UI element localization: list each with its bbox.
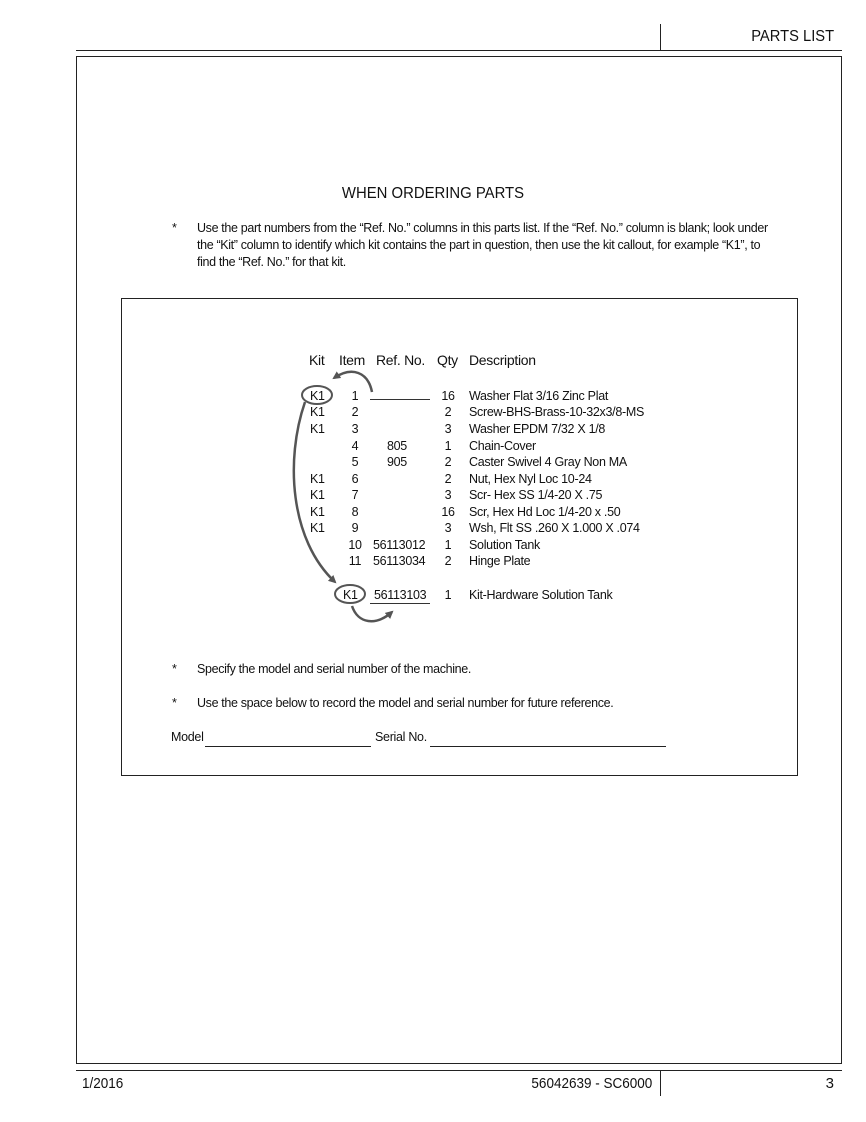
k1-circle-bottom bbox=[335, 585, 365, 603]
item-cell: 1 bbox=[351, 389, 359, 403]
item-cell: 4 bbox=[351, 439, 359, 453]
qty-cell: 3 bbox=[444, 488, 452, 502]
kit-cell: K1 bbox=[310, 505, 325, 519]
item-cell: 7 bbox=[351, 488, 359, 502]
item-cell: 10 bbox=[348, 538, 362, 552]
desc-cell: Screw-BHS-Brass-10-32x3/8-MS bbox=[469, 405, 644, 419]
kit-callout: K1 bbox=[343, 588, 358, 602]
ordering-line: Use the part numbers from the “Ref. No.” columns in this parts list. If the “Ref. No.” column is blank; look under bbox=[197, 221, 768, 235]
item-cell: 9 bbox=[351, 521, 359, 535]
footer-divider bbox=[660, 1070, 661, 1096]
item-cell: 2 bbox=[351, 405, 359, 419]
bullet-star: * bbox=[172, 662, 177, 676]
ordering-line: the “Kit” column to identify which kit contains the part in question, then use the kit callout, for example “K1”, to bbox=[197, 238, 761, 252]
footer-date: 1/2016 bbox=[82, 1075, 124, 1092]
bullet-star: * bbox=[172, 696, 177, 710]
qty-cell: 2 bbox=[444, 554, 452, 568]
item-cell: 3 bbox=[351, 422, 359, 436]
desc-cell: Scr- Hex SS 1/4-20 X .75 bbox=[469, 488, 603, 502]
desc-cell: Hinge Plate bbox=[469, 554, 531, 568]
ordering-line: find the “Ref. No.” for that kit. bbox=[197, 255, 346, 269]
desc-cell: Scr, Hex Hd Loc 1/4-20 x .50 bbox=[469, 505, 621, 519]
qty-cell: 2 bbox=[444, 472, 452, 486]
kit-ref-cell: 56113103 bbox=[374, 588, 427, 602]
desc-cell: Chain-Cover bbox=[469, 439, 536, 453]
ref-cell: 56113012 bbox=[373, 538, 426, 552]
desc-cell: Washer EPDM 7/32 X 1/8 bbox=[469, 422, 606, 436]
kit-cell: K1 bbox=[310, 389, 325, 403]
kit-cell: K1 bbox=[310, 422, 325, 436]
desc-cell: Nut, Hex Nyl Loc 10-24 bbox=[469, 472, 592, 486]
header-description: Description bbox=[469, 352, 536, 368]
bullet-star: * bbox=[172, 221, 177, 235]
qty-cell: 16 bbox=[441, 505, 455, 519]
arrow-to-kit-ref bbox=[352, 606, 392, 621]
specify-instruction bbox=[172, 661, 692, 678]
item-cell: 8 bbox=[351, 505, 359, 519]
header-kit: Kit bbox=[309, 352, 325, 368]
desc-cell: Washer Flat 3/16 Zinc Plat bbox=[469, 389, 609, 403]
item-cell: 6 bbox=[351, 472, 359, 486]
k1-circle-top bbox=[302, 386, 332, 404]
qty-cell: 16 bbox=[441, 389, 455, 403]
page-title: WHEN ORDERING PARTS bbox=[341, 185, 525, 202]
ref-cell: 805 bbox=[387, 439, 407, 453]
model-label: Model bbox=[171, 730, 204, 744]
kit-cell: K1 bbox=[310, 488, 325, 502]
item-cell: 11 bbox=[348, 554, 362, 568]
serial-label: Serial No. bbox=[375, 730, 427, 744]
kit-desc-cell: Kit-Hardware Solution Tank bbox=[469, 588, 613, 602]
ref-cell: 56113034 bbox=[373, 554, 426, 568]
kit-cell: K1 bbox=[310, 472, 325, 486]
kit-cell: K1 bbox=[310, 521, 325, 535]
footer-rule bbox=[76, 1070, 842, 1071]
model-field[interactable] bbox=[205, 746, 371, 747]
header-item: Item bbox=[339, 352, 366, 368]
qty-cell: 1 bbox=[444, 439, 452, 453]
kit-qty-cell: 1 bbox=[444, 588, 452, 602]
record-instruction bbox=[172, 695, 692, 712]
arrow-to-kit bbox=[334, 372, 372, 392]
item-cell: 5 bbox=[351, 455, 359, 469]
record-text: Use the space below to record the model and serial number for future reference. bbox=[197, 696, 614, 710]
header-ref: Ref. No. bbox=[376, 352, 425, 368]
page-number: 3 bbox=[825, 1075, 834, 1092]
header-qty: Qty bbox=[437, 352, 458, 368]
arrow-to-kit-row bbox=[294, 402, 335, 582]
desc-cell: Wsh, Flt SS .260 X 1.000 X .074 bbox=[469, 521, 640, 535]
qty-cell: 3 bbox=[444, 422, 452, 436]
ref-cell: 905 bbox=[387, 455, 407, 469]
desc-cell: Caster Swivel 4 Gray Non MA bbox=[469, 455, 627, 469]
qty-cell: 3 bbox=[444, 521, 452, 535]
section-title-header: PARTS LIST bbox=[751, 28, 834, 45]
specify-text: Specify the model and serial number of the machine. bbox=[197, 662, 471, 676]
serial-field[interactable] bbox=[430, 746, 666, 747]
kit-cell: K1 bbox=[310, 405, 325, 419]
footer-doc-number: 56042639 - SC6000 bbox=[531, 1075, 652, 1092]
desc-cell: Solution Tank bbox=[469, 538, 540, 552]
qty-cell: 1 bbox=[444, 538, 452, 552]
qty-cell: 2 bbox=[444, 405, 452, 419]
qty-cell: 2 bbox=[444, 455, 452, 469]
